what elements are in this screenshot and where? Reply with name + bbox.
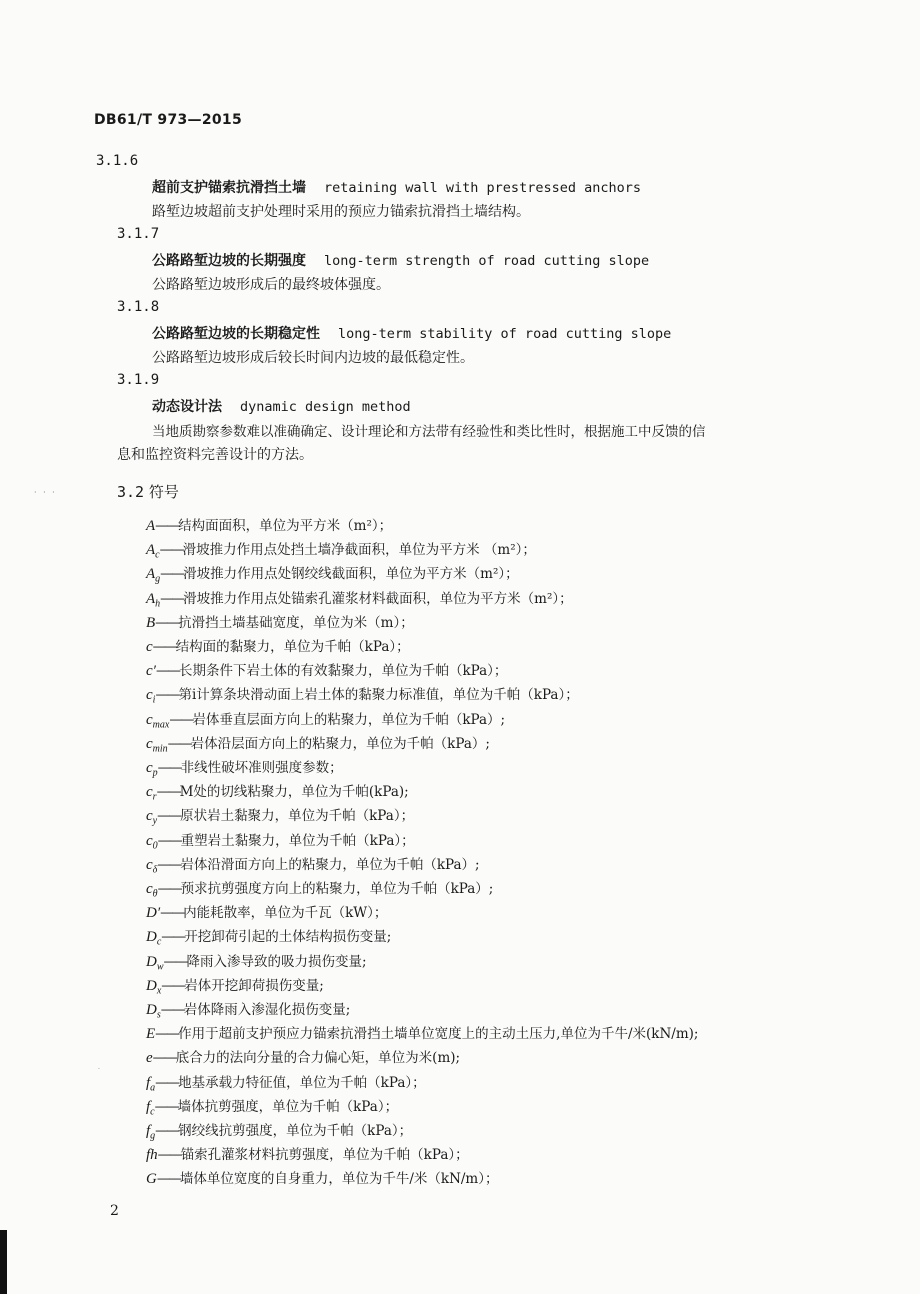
symbol-row — [146, 587, 573, 610]
symbol-dash: —— — [157, 808, 181, 824]
symbol-definition: M处的切线粘聚力，单位为千帕(kPa); — [179, 784, 409, 800]
symbol-definition: 非线性破坏准则强度参数； — [180, 760, 343, 776]
symbol-definition: 结构面的黏聚力，单位为千帕（kPa）； — [175, 639, 410, 655]
symbol-definition: 重塑岩土黏聚力，单位为千帕（kPa）； — [180, 833, 415, 849]
symbol: c — [146, 784, 153, 800]
page-number: 2 — [110, 1203, 119, 1219]
symbol-row — [146, 514, 392, 537]
symbol-row — [146, 562, 519, 585]
symbol-dash: —— — [159, 542, 183, 558]
symbol-dash: —— — [157, 760, 181, 776]
document-code: DB61/T 973—2015 — [94, 112, 242, 128]
symbol-dash: —— — [160, 591, 184, 607]
symbol: c′ — [146, 663, 156, 679]
symbol-definition: 岩体沿层面方向上的粘聚力，单位为千帕（kPa）; — [190, 736, 490, 752]
symbol: c — [146, 712, 153, 728]
symbol-subscript: c — [156, 936, 162, 948]
symbol-dash: —— — [157, 881, 181, 897]
symbol: c — [146, 808, 153, 824]
term-zh: 动态设计法 — [152, 399, 222, 415]
symbol-dash: —— — [160, 566, 184, 582]
symbol-definition: 开挖卸荷引起的土体结构损伤变量; — [184, 929, 392, 945]
symbol-dash: —— — [155, 1123, 179, 1139]
term-en: retaining wall with prestressed anchors — [324, 180, 641, 196]
symbol: D — [146, 954, 157, 970]
symbol-definition: 岩体降雨入渗湿化损伤变量; — [183, 1002, 351, 1018]
symbol: D′ — [146, 905, 161, 921]
symbol: D — [146, 929, 157, 945]
symbol-definition: 锚索孔灌浆材料抗剪强度，单位为千帕（kPa）； — [180, 1147, 469, 1163]
symbol-row — [146, 538, 536, 561]
symbol-dash: —— — [155, 687, 179, 703]
symbol-dash: —— — [154, 1099, 178, 1115]
symbol-subscript: min — [152, 743, 168, 755]
term-heading — [152, 323, 671, 343]
symbol-dash: —— — [161, 978, 185, 994]
symbol: f — [146, 1099, 151, 1115]
symbol-dash: —— — [161, 929, 185, 945]
symbol-subscript: w — [156, 961, 164, 973]
symbol-row — [146, 780, 409, 803]
symbol-row — [146, 708, 505, 731]
symbol-subscript: δ — [152, 864, 158, 876]
symbol-row — [146, 877, 493, 900]
symbol-definition: 降雨入渗导致的吸力损伤变量; — [186, 954, 367, 970]
term-en: long-term stability of road cutting slope — [338, 326, 672, 342]
symbol-definition: 岩体沿滑面方向上的粘聚力，单位为千帕（kPa）; — [180, 857, 480, 873]
term-zh: 公路路堑边坡的长期稳定性 — [152, 326, 320, 342]
symbol-subscript: max — [152, 719, 170, 731]
symbols-section-heading — [117, 481, 179, 502]
symbol-definition: 作用于超前支护预应力锚索抗滑挡土墙单位宽度上的主动土压力,单位为千牛/米(kN/m); — [178, 1026, 699, 1042]
term-en: dynamic design method — [240, 399, 411, 415]
symbol-definition: 钢绞线抗剪强度，单位为千帕（kPa）； — [178, 1123, 413, 1139]
symbol-definition: 墙体抗剪强度，单位为千帕（kPa）； — [177, 1099, 399, 1115]
scan-specks: · · · — [34, 488, 57, 497]
symbol-row — [146, 925, 391, 948]
symbol-subscript: p — [152, 767, 158, 779]
symbol-subscript: c — [150, 1106, 155, 1118]
symbol-definition: 长期条件下岩土体的有效黏聚力，单位为千帕（kPa）； — [178, 663, 508, 679]
scan-speck: · — [98, 1066, 100, 1073]
symbol-subscript: 0 — [152, 840, 158, 852]
term-definition: 公路路堑边坡形成后的最终坡体强度。 — [152, 277, 390, 293]
symbol-subscript: i — [152, 694, 156, 706]
symbol: c — [146, 736, 153, 752]
symbol-definition: 第i计算条块滑动面上岩土体的黏聚力标准值，单位为千帕（kPa）； — [178, 687, 579, 703]
symbol: A — [146, 518, 156, 534]
symbol: D — [146, 978, 157, 994]
term-en: long-term strength of road cutting slope — [324, 253, 650, 269]
symbol-dash: —— — [155, 518, 179, 534]
symbol-row — [146, 635, 410, 658]
symbol-definition: 内能耗散率，单位为千瓦（kW）； — [183, 905, 388, 921]
symbol-dash: —— — [156, 784, 180, 800]
symbol-subscript: h — [155, 598, 161, 610]
symbol: c — [146, 857, 153, 873]
symbol-subscript: a — [150, 1082, 156, 1094]
symbol-definition: 滑坡推力作用点处钢绞线截面积，单位为平方米（m²）； — [183, 566, 519, 582]
symbol-dash: —— — [169, 712, 193, 728]
symbol-row — [146, 683, 579, 706]
symbol-row — [146, 829, 415, 852]
symbol: A — [146, 591, 156, 607]
term-definition-continued: 息和监控资料完善设计的方法。 — [117, 447, 313, 463]
term-heading — [152, 396, 411, 416]
symbol-row — [146, 853, 480, 876]
symbol-row — [146, 804, 414, 827]
symbol-definition: 墙体单位宽度的自身重力，单位为千牛/米（kN/m）； — [179, 1171, 499, 1187]
term-definition: 公路路堑边坡形成后较长时间内边坡的最低稳定性。 — [152, 350, 474, 366]
symbol-subscript: r — [152, 791, 157, 803]
term-heading — [152, 250, 649, 270]
symbol-subscript: s — [156, 1009, 161, 1021]
symbol-subscript: c — [155, 549, 160, 561]
symbol-dash: —— — [160, 905, 184, 921]
symbol: B — [146, 615, 156, 631]
symbol-definition: 原状岩土黏聚力，单位为千帕（kPa）； — [180, 808, 415, 824]
symbol-definition: 抗滑挡土墙基础宽度，单位为米（m）； — [178, 615, 414, 631]
symbol-subscript: g — [155, 573, 161, 585]
symbol-subscript: θ — [152, 888, 158, 900]
symbol-row — [146, 732, 490, 755]
symbol-row — [146, 901, 387, 924]
symbol-dash: —— — [155, 1075, 179, 1091]
term-definition: 路堑边坡超前支护处理时采用的预应力锚索抗滑挡土墙结构。 — [152, 204, 530, 220]
term-zh: 公路路堑边坡的长期强度 — [152, 253, 306, 269]
symbol-row — [146, 974, 324, 997]
symbol-row — [146, 611, 414, 634]
symbol-row — [146, 1046, 460, 1069]
section-number: 3.2 — [117, 483, 145, 501]
symbol-definition: 滑坡推力作用点处锚索孔灌浆材料截面积，单位为平方米（m²）； — [183, 591, 573, 607]
symbol-row — [146, 950, 367, 973]
symbol-dash: —— — [155, 615, 179, 631]
symbol-dash: —— — [155, 1026, 179, 1042]
symbol-dash: —— — [160, 1002, 184, 1018]
symbol: G — [146, 1171, 157, 1187]
symbol: c — [146, 639, 153, 655]
section-number: 3.1.9 — [117, 372, 160, 388]
symbol: c — [146, 760, 153, 776]
symbol-dash: —— — [157, 833, 181, 849]
symbol-row — [146, 659, 507, 682]
section-number: 3.1.8 — [117, 299, 160, 315]
symbol-dash: —— — [163, 954, 187, 970]
symbol: E — [146, 1026, 156, 1042]
symbol: f — [146, 1123, 151, 1139]
symbol: c — [146, 881, 153, 897]
symbol-dash: —— — [157, 857, 181, 873]
term-zh: 超前支护锚索抗滑挡土墙 — [152, 180, 306, 196]
symbol-row — [146, 1022, 698, 1045]
symbol-subscript: x — [156, 985, 162, 997]
section-number: 3.1.6 — [96, 153, 139, 169]
term-definition: 当地质勘察参数难以准确确定、设计理论和方法带有经验性和类比性时，根据施工中反馈的信 — [152, 424, 706, 440]
symbol-definition: 结构面面积，单位为平方米（m²）； — [178, 518, 393, 534]
symbol-row — [146, 998, 350, 1021]
symbol-dash: —— — [157, 1147, 181, 1163]
symbol-definition: 底合力的法向分量的合力偏心矩，单位为米(m); — [175, 1050, 461, 1066]
term-heading — [152, 177, 641, 197]
symbol-definition: 预求抗剪强度方向上的粘聚力，单位为千帕（kPa）; — [180, 881, 494, 897]
symbol-definition: 岩体垂直层面方向上的粘聚力，单位为千帕（kPa）; — [192, 712, 506, 728]
symbol-row — [146, 1095, 398, 1118]
symbol: fh — [146, 1147, 158, 1163]
symbol-dash: —— — [152, 1050, 176, 1066]
symbol-subscript: g — [150, 1130, 156, 1142]
symbol: D — [146, 1002, 157, 1018]
symbol: A — [146, 542, 156, 558]
scan-edge-bar — [0, 1230, 7, 1294]
symbol-row — [146, 1167, 498, 1190]
symbol-dash: —— — [152, 639, 176, 655]
symbol: c — [146, 833, 153, 849]
section-title: 符号 — [148, 483, 179, 501]
symbol-row — [146, 1143, 469, 1166]
symbol-subscript: y — [152, 815, 158, 827]
section-number: 3.1.7 — [117, 226, 160, 242]
symbol: e — [146, 1050, 153, 1066]
symbol: c — [146, 687, 153, 703]
symbol-dash: —— — [155, 663, 179, 679]
symbol-definition: 岩体开挖卸荷损伤变量; — [184, 978, 324, 994]
symbol: f — [146, 1075, 151, 1091]
symbol: A — [146, 566, 156, 582]
symbol-row — [146, 756, 343, 779]
symbol-definition: 地基承载力特征值，单位为千帕（kPa）； — [178, 1075, 426, 1091]
symbol-row — [146, 1071, 426, 1094]
symbol-dash: —— — [167, 736, 191, 752]
symbol-definition: 滑坡推力作用点处挡土墙净截面积，单位为平方米 （m²）； — [182, 542, 536, 558]
symbol-row — [146, 1119, 412, 1142]
symbol-dash: —— — [156, 1171, 180, 1187]
